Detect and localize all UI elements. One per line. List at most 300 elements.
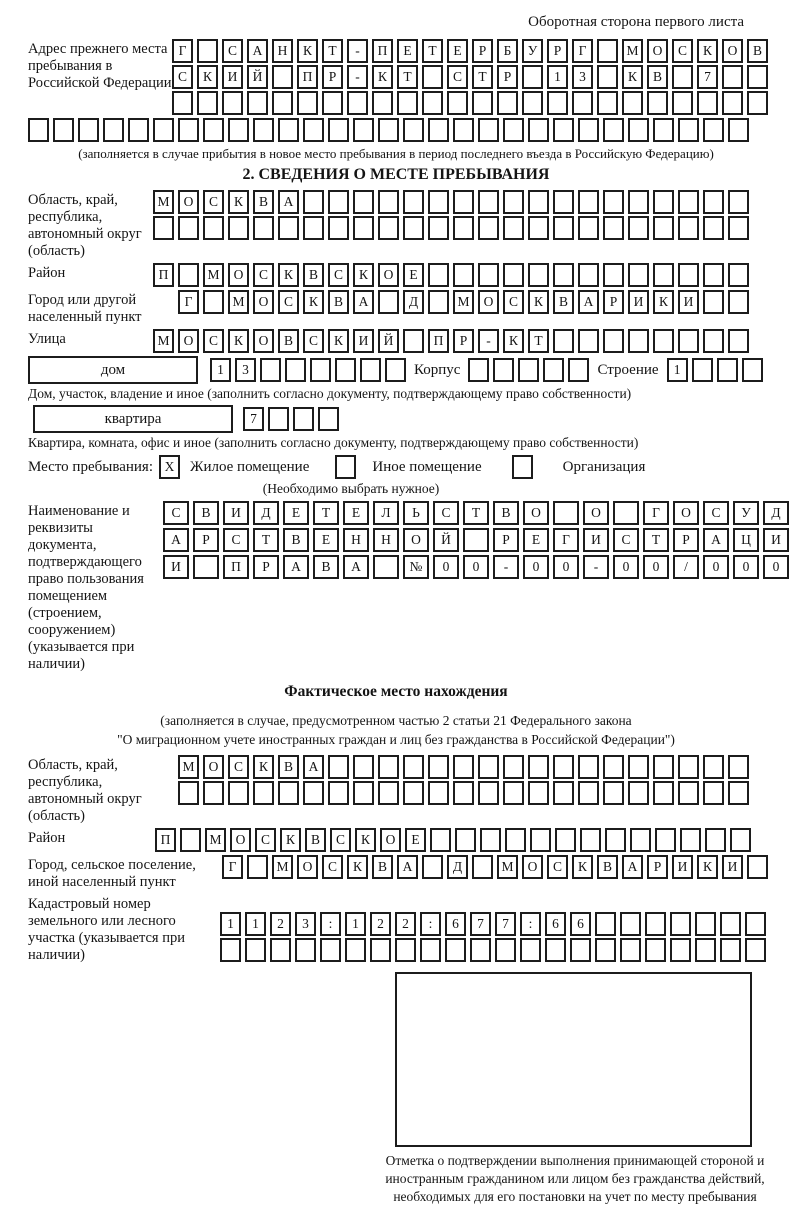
char-cell[interactable]: К bbox=[697, 855, 718, 879]
char-cell[interactable] bbox=[528, 216, 549, 240]
char-cell[interactable]: М bbox=[622, 39, 643, 63]
char-cell[interactable] bbox=[520, 938, 541, 962]
char-cell[interactable] bbox=[360, 358, 381, 382]
char-cell[interactable] bbox=[603, 118, 624, 142]
char-cell[interactable]: 0 bbox=[463, 555, 489, 579]
char-cell[interactable] bbox=[328, 216, 349, 240]
char-cell[interactable]: В bbox=[493, 501, 519, 525]
char-cell[interactable]: О bbox=[297, 855, 318, 879]
char-cell[interactable]: Г bbox=[572, 39, 593, 63]
char-cell[interactable]: 0 bbox=[763, 555, 789, 579]
char-cell[interactable] bbox=[503, 263, 524, 287]
char-cell[interactable] bbox=[353, 755, 374, 779]
char-cell[interactable]: П bbox=[428, 329, 449, 353]
char-cell[interactable]: М bbox=[153, 329, 174, 353]
char-cell[interactable] bbox=[370, 938, 391, 962]
char-cell[interactable] bbox=[335, 358, 356, 382]
char-cell[interactable] bbox=[680, 828, 701, 852]
char-cell[interactable] bbox=[528, 263, 549, 287]
char-cell[interactable]: 0 bbox=[613, 555, 639, 579]
char-cell[interactable]: Г bbox=[222, 855, 243, 879]
char-cell[interactable] bbox=[228, 781, 249, 805]
char-cell[interactable] bbox=[453, 118, 474, 142]
char-cell[interactable] bbox=[28, 118, 49, 142]
char-cell[interactable]: О bbox=[178, 329, 199, 353]
char-cell[interactable] bbox=[628, 118, 649, 142]
char-cell[interactable] bbox=[453, 263, 474, 287]
char-cell[interactable]: Н bbox=[373, 528, 399, 552]
char-cell[interactable] bbox=[328, 755, 349, 779]
char-cell[interactable]: М bbox=[228, 290, 249, 314]
char-cell[interactable]: Р bbox=[673, 528, 699, 552]
char-cell[interactable] bbox=[422, 855, 443, 879]
char-cell[interactable] bbox=[428, 118, 449, 142]
char-cell[interactable] bbox=[478, 118, 499, 142]
char-cell[interactable]: Д bbox=[447, 855, 468, 879]
char-cell[interactable]: О bbox=[253, 329, 274, 353]
char-cell[interactable]: Й bbox=[247, 65, 268, 89]
char-cell[interactable]: А bbox=[397, 855, 418, 879]
char-cell[interactable] bbox=[728, 290, 749, 314]
char-cell[interactable]: А bbox=[163, 528, 189, 552]
char-cell[interactable]: Д bbox=[253, 501, 279, 525]
char-cell[interactable] bbox=[717, 358, 738, 382]
char-cell[interactable] bbox=[203, 216, 224, 240]
char-cell[interactable] bbox=[470, 938, 491, 962]
char-cell[interactable] bbox=[678, 755, 699, 779]
char-cell[interactable] bbox=[720, 938, 741, 962]
char-cell[interactable] bbox=[445, 938, 466, 962]
char-cell[interactable] bbox=[670, 938, 691, 962]
char-cell[interactable] bbox=[503, 190, 524, 214]
char-cell[interactable]: С bbox=[322, 855, 343, 879]
char-cell[interactable]: П bbox=[155, 828, 176, 852]
char-cell[interactable] bbox=[453, 216, 474, 240]
char-cell[interactable]: К bbox=[503, 329, 524, 353]
char-cell[interactable]: Д bbox=[403, 290, 424, 314]
char-cell[interactable] bbox=[645, 912, 666, 936]
char-cell[interactable] bbox=[597, 39, 618, 63]
char-cell[interactable] bbox=[495, 938, 516, 962]
char-cell[interactable]: 6 bbox=[545, 912, 566, 936]
char-cell[interactable] bbox=[522, 65, 543, 89]
char-cell[interactable] bbox=[245, 938, 266, 962]
char-cell[interactable] bbox=[463, 528, 489, 552]
char-cell[interactable]: О bbox=[378, 263, 399, 287]
char-cell[interactable] bbox=[653, 118, 674, 142]
char-cell[interactable]: К bbox=[528, 290, 549, 314]
char-cell[interactable]: О bbox=[228, 263, 249, 287]
char-cell[interactable] bbox=[545, 938, 566, 962]
char-cell[interactable]: А bbox=[703, 528, 729, 552]
char-cell[interactable] bbox=[503, 216, 524, 240]
char-cell[interactable]: С bbox=[278, 290, 299, 314]
char-cell[interactable] bbox=[303, 190, 324, 214]
char-cell[interactable] bbox=[728, 329, 749, 353]
char-cell[interactable]: 1 bbox=[220, 912, 241, 936]
char-cell[interactable]: С bbox=[503, 290, 524, 314]
char-cell[interactable] bbox=[295, 938, 316, 962]
char-cell[interactable]: М bbox=[453, 290, 474, 314]
char-cell[interactable]: А bbox=[622, 855, 643, 879]
char-cell[interactable] bbox=[472, 91, 493, 115]
char-cell[interactable] bbox=[728, 118, 749, 142]
char-cell[interactable] bbox=[178, 216, 199, 240]
char-cell[interactable] bbox=[318, 407, 339, 431]
char-cell[interactable]: 3 bbox=[572, 65, 593, 89]
char-cell[interactable] bbox=[528, 755, 549, 779]
char-cell[interactable] bbox=[178, 263, 199, 287]
char-cell[interactable] bbox=[505, 828, 526, 852]
char-cell[interactable] bbox=[670, 912, 691, 936]
char-cell[interactable]: Т bbox=[472, 65, 493, 89]
char-cell[interactable]: М bbox=[153, 190, 174, 214]
char-cell[interactable]: О bbox=[178, 190, 199, 214]
char-cell[interactable]: И bbox=[222, 65, 243, 89]
char-cell[interactable] bbox=[692, 358, 713, 382]
char-cell[interactable]: О bbox=[380, 828, 401, 852]
char-cell[interactable]: М bbox=[203, 263, 224, 287]
char-cell[interactable] bbox=[553, 501, 579, 525]
char-cell[interactable] bbox=[403, 781, 424, 805]
char-cell[interactable]: Т bbox=[322, 39, 343, 63]
char-cell[interactable]: Т bbox=[422, 39, 443, 63]
char-cell[interactable] bbox=[603, 263, 624, 287]
char-cell[interactable] bbox=[453, 190, 474, 214]
char-cell[interactable]: В bbox=[278, 329, 299, 353]
char-cell[interactable] bbox=[378, 290, 399, 314]
char-cell[interactable]: К bbox=[280, 828, 301, 852]
char-cell[interactable]: О bbox=[230, 828, 251, 852]
char-cell[interactable]: № bbox=[403, 555, 429, 579]
char-cell[interactable]: 6 bbox=[570, 912, 591, 936]
char-cell[interactable]: В bbox=[303, 263, 324, 287]
char-cell[interactable]: А bbox=[343, 555, 369, 579]
char-cell[interactable] bbox=[345, 938, 366, 962]
char-cell[interactable] bbox=[378, 216, 399, 240]
char-cell[interactable] bbox=[522, 91, 543, 115]
char-cell[interactable] bbox=[228, 118, 249, 142]
char-cell[interactable]: М bbox=[205, 828, 226, 852]
char-cell[interactable]: Г bbox=[172, 39, 193, 63]
char-cell[interactable] bbox=[278, 781, 299, 805]
char-cell[interactable]: К bbox=[228, 190, 249, 214]
char-cell[interactable] bbox=[178, 118, 199, 142]
char-cell[interactable] bbox=[628, 755, 649, 779]
char-cell[interactable] bbox=[555, 828, 576, 852]
char-cell[interactable]: 0 bbox=[553, 555, 579, 579]
char-cell[interactable]: С bbox=[303, 329, 324, 353]
char-cell[interactable]: 1 bbox=[210, 358, 231, 382]
char-cell[interactable] bbox=[478, 781, 499, 805]
char-cell[interactable]: Е bbox=[343, 501, 369, 525]
char-cell[interactable]: Д bbox=[763, 501, 789, 525]
char-cell[interactable]: Г bbox=[178, 290, 199, 314]
char-cell[interactable]: Й bbox=[378, 329, 399, 353]
char-cell[interactable] bbox=[672, 65, 693, 89]
char-cell[interactable]: В bbox=[747, 39, 768, 63]
char-cell[interactable] bbox=[595, 938, 616, 962]
char-cell[interactable] bbox=[320, 938, 341, 962]
char-cell[interactable] bbox=[553, 781, 574, 805]
char-cell[interactable]: С bbox=[703, 501, 729, 525]
char-cell[interactable]: С bbox=[172, 65, 193, 89]
char-cell[interactable] bbox=[303, 216, 324, 240]
char-cell[interactable]: И bbox=[163, 555, 189, 579]
char-cell[interactable]: 1 bbox=[345, 912, 366, 936]
char-cell[interactable] bbox=[653, 216, 674, 240]
char-cell[interactable] bbox=[478, 190, 499, 214]
char-cell[interactable] bbox=[578, 781, 599, 805]
char-cell[interactable] bbox=[578, 118, 599, 142]
char-cell[interactable]: К bbox=[303, 290, 324, 314]
char-cell[interactable] bbox=[703, 781, 724, 805]
char-cell[interactable] bbox=[703, 329, 724, 353]
char-cell[interactable] bbox=[272, 91, 293, 115]
char-cell[interactable]: М bbox=[272, 855, 293, 879]
char-cell[interactable] bbox=[353, 216, 374, 240]
char-cell[interactable] bbox=[647, 91, 668, 115]
char-cell[interactable]: Р bbox=[253, 555, 279, 579]
char-cell[interactable]: К bbox=[197, 65, 218, 89]
char-cell[interactable] bbox=[678, 263, 699, 287]
char-cell[interactable] bbox=[503, 781, 524, 805]
char-cell[interactable] bbox=[493, 358, 514, 382]
char-cell[interactable]: И bbox=[722, 855, 743, 879]
char-cell[interactable] bbox=[353, 781, 374, 805]
char-cell[interactable]: С bbox=[255, 828, 276, 852]
char-cell[interactable]: К bbox=[347, 855, 368, 879]
char-cell[interactable]: Б bbox=[497, 39, 518, 63]
char-cell[interactable] bbox=[697, 91, 718, 115]
char-cell[interactable]: С bbox=[547, 855, 568, 879]
char-cell[interactable] bbox=[378, 118, 399, 142]
char-cell[interactable]: 3 bbox=[295, 912, 316, 936]
char-cell[interactable]: / bbox=[673, 555, 699, 579]
char-cell[interactable]: У bbox=[522, 39, 543, 63]
char-cell[interactable]: И bbox=[223, 501, 249, 525]
char-cell[interactable]: В bbox=[283, 528, 309, 552]
char-cell[interactable] bbox=[203, 781, 224, 805]
char-cell[interactable]: Ь bbox=[403, 501, 429, 525]
char-cell[interactable] bbox=[655, 828, 676, 852]
char-cell[interactable] bbox=[403, 190, 424, 214]
char-cell[interactable]: О bbox=[403, 528, 429, 552]
char-cell[interactable] bbox=[653, 190, 674, 214]
char-cell[interactable] bbox=[430, 828, 451, 852]
char-cell[interactable]: 3 bbox=[235, 358, 256, 382]
char-cell[interactable]: К bbox=[697, 39, 718, 63]
char-cell[interactable]: 2 bbox=[270, 912, 291, 936]
char-cell[interactable]: И bbox=[678, 290, 699, 314]
char-cell[interactable] bbox=[428, 216, 449, 240]
char-cell[interactable]: О bbox=[478, 290, 499, 314]
char-cell[interactable] bbox=[293, 407, 314, 431]
char-cell[interactable] bbox=[222, 91, 243, 115]
char-cell[interactable] bbox=[645, 938, 666, 962]
char-cell[interactable] bbox=[703, 290, 724, 314]
char-cell[interactable]: В bbox=[647, 65, 668, 89]
char-cell[interactable]: К bbox=[297, 39, 318, 63]
char-cell[interactable] bbox=[678, 118, 699, 142]
char-cell[interactable]: А bbox=[303, 755, 324, 779]
char-cell[interactable]: Е bbox=[405, 828, 426, 852]
char-cell[interactable] bbox=[553, 329, 574, 353]
char-cell[interactable] bbox=[428, 755, 449, 779]
char-cell[interactable]: А bbox=[278, 190, 299, 214]
char-cell[interactable]: Ц bbox=[733, 528, 759, 552]
char-cell[interactable] bbox=[728, 781, 749, 805]
char-cell[interactable]: И bbox=[763, 528, 789, 552]
char-cell[interactable]: Р bbox=[453, 329, 474, 353]
char-cell[interactable] bbox=[378, 781, 399, 805]
char-cell[interactable] bbox=[722, 91, 743, 115]
char-cell[interactable]: К bbox=[372, 65, 393, 89]
char-cell[interactable] bbox=[580, 828, 601, 852]
char-cell[interactable]: С bbox=[328, 263, 349, 287]
char-cell[interactable] bbox=[705, 828, 726, 852]
char-cell[interactable] bbox=[53, 118, 74, 142]
char-cell[interactable]: С bbox=[222, 39, 243, 63]
char-cell[interactable] bbox=[372, 91, 393, 115]
char-cell[interactable]: - bbox=[493, 555, 519, 579]
char-cell[interactable]: - bbox=[347, 65, 368, 89]
char-cell[interactable]: С bbox=[223, 528, 249, 552]
char-cell[interactable] bbox=[703, 263, 724, 287]
char-cell[interactable] bbox=[620, 912, 641, 936]
char-cell[interactable] bbox=[747, 91, 768, 115]
char-cell[interactable] bbox=[603, 190, 624, 214]
char-cell[interactable]: О bbox=[523, 501, 549, 525]
char-cell[interactable]: 0 bbox=[733, 555, 759, 579]
char-cell[interactable] bbox=[745, 938, 766, 962]
char-cell[interactable] bbox=[468, 358, 489, 382]
char-cell[interactable] bbox=[653, 781, 674, 805]
char-cell[interactable] bbox=[378, 190, 399, 214]
char-cell[interactable]: В bbox=[553, 290, 574, 314]
char-cell[interactable] bbox=[528, 781, 549, 805]
char-cell[interactable] bbox=[260, 358, 281, 382]
char-cell[interactable] bbox=[613, 501, 639, 525]
char-cell[interactable] bbox=[653, 263, 674, 287]
char-cell[interactable] bbox=[553, 755, 574, 779]
char-cell[interactable] bbox=[78, 118, 99, 142]
char-cell[interactable]: В bbox=[253, 190, 274, 214]
char-cell[interactable] bbox=[328, 190, 349, 214]
char-cell[interactable]: П bbox=[153, 263, 174, 287]
char-cell[interactable] bbox=[572, 91, 593, 115]
char-cell[interactable] bbox=[628, 781, 649, 805]
char-cell[interactable] bbox=[203, 290, 224, 314]
char-cell[interactable] bbox=[420, 938, 441, 962]
char-cell[interactable]: О bbox=[583, 501, 609, 525]
char-cell[interactable] bbox=[297, 91, 318, 115]
char-cell[interactable] bbox=[455, 828, 476, 852]
char-cell[interactable]: В bbox=[372, 855, 393, 879]
char-cell[interactable] bbox=[653, 755, 674, 779]
char-cell[interactable] bbox=[472, 855, 493, 879]
char-cell[interactable]: С bbox=[203, 190, 224, 214]
char-cell[interactable] bbox=[253, 216, 274, 240]
char-cell[interactable] bbox=[603, 216, 624, 240]
char-cell[interactable] bbox=[553, 263, 574, 287]
char-cell[interactable] bbox=[285, 358, 306, 382]
char-cell[interactable]: К bbox=[355, 828, 376, 852]
char-cell[interactable] bbox=[578, 755, 599, 779]
char-cell[interactable] bbox=[310, 358, 331, 382]
char-cell[interactable]: - bbox=[478, 329, 499, 353]
char-cell[interactable]: В bbox=[328, 290, 349, 314]
char-cell[interactable]: О bbox=[203, 755, 224, 779]
char-cell[interactable] bbox=[303, 118, 324, 142]
char-cell[interactable] bbox=[193, 555, 219, 579]
char-cell[interactable] bbox=[373, 555, 399, 579]
char-cell[interactable] bbox=[197, 91, 218, 115]
char-cell[interactable] bbox=[678, 781, 699, 805]
char-cell[interactable] bbox=[578, 329, 599, 353]
char-cell[interactable]: В bbox=[278, 755, 299, 779]
char-cell[interactable] bbox=[703, 190, 724, 214]
char-cell[interactable]: П bbox=[372, 39, 393, 63]
char-cell[interactable]: Р bbox=[603, 290, 624, 314]
char-cell[interactable]: В bbox=[313, 555, 339, 579]
char-cell[interactable] bbox=[503, 755, 524, 779]
char-cell[interactable]: С bbox=[613, 528, 639, 552]
char-cell[interactable] bbox=[428, 190, 449, 214]
char-cell[interactable] bbox=[447, 91, 468, 115]
char-cell[interactable] bbox=[453, 781, 474, 805]
char-cell[interactable]: А bbox=[283, 555, 309, 579]
char-cell[interactable]: О bbox=[647, 39, 668, 63]
stay-checkbox-organization[interactable] bbox=[512, 455, 533, 479]
char-cell[interactable]: Т bbox=[397, 65, 418, 89]
char-cell[interactable]: Р bbox=[493, 528, 519, 552]
char-cell[interactable]: С bbox=[163, 501, 189, 525]
char-cell[interactable] bbox=[630, 828, 651, 852]
char-cell[interactable] bbox=[568, 358, 589, 382]
char-cell[interactable]: Е bbox=[397, 39, 418, 63]
char-cell[interactable]: 7 bbox=[495, 912, 516, 936]
char-cell[interactable] bbox=[403, 755, 424, 779]
char-cell[interactable] bbox=[328, 118, 349, 142]
char-cell[interactable]: 7 bbox=[470, 912, 491, 936]
char-cell[interactable]: 1 bbox=[547, 65, 568, 89]
char-cell[interactable]: Л bbox=[373, 501, 399, 525]
char-cell[interactable] bbox=[428, 290, 449, 314]
char-cell[interactable]: К bbox=[653, 290, 674, 314]
char-cell[interactable] bbox=[478, 216, 499, 240]
char-cell[interactable]: 2 bbox=[370, 912, 391, 936]
char-cell[interactable]: К bbox=[572, 855, 593, 879]
char-cell[interactable]: К bbox=[278, 263, 299, 287]
char-cell[interactable] bbox=[397, 91, 418, 115]
char-cell[interactable] bbox=[603, 781, 624, 805]
char-cell[interactable] bbox=[543, 358, 564, 382]
char-cell[interactable] bbox=[278, 216, 299, 240]
char-cell[interactable]: С bbox=[447, 65, 468, 89]
char-cell[interactable]: Т bbox=[463, 501, 489, 525]
char-cell[interactable] bbox=[728, 755, 749, 779]
char-cell[interactable] bbox=[180, 828, 201, 852]
char-cell[interactable]: Н bbox=[343, 528, 369, 552]
char-cell[interactable] bbox=[322, 91, 343, 115]
char-cell[interactable] bbox=[353, 190, 374, 214]
char-cell[interactable]: Р bbox=[193, 528, 219, 552]
char-cell[interactable]: 0 bbox=[703, 555, 729, 579]
char-cell[interactable] bbox=[570, 938, 591, 962]
char-cell[interactable] bbox=[270, 938, 291, 962]
char-cell[interactable]: Т bbox=[643, 528, 669, 552]
